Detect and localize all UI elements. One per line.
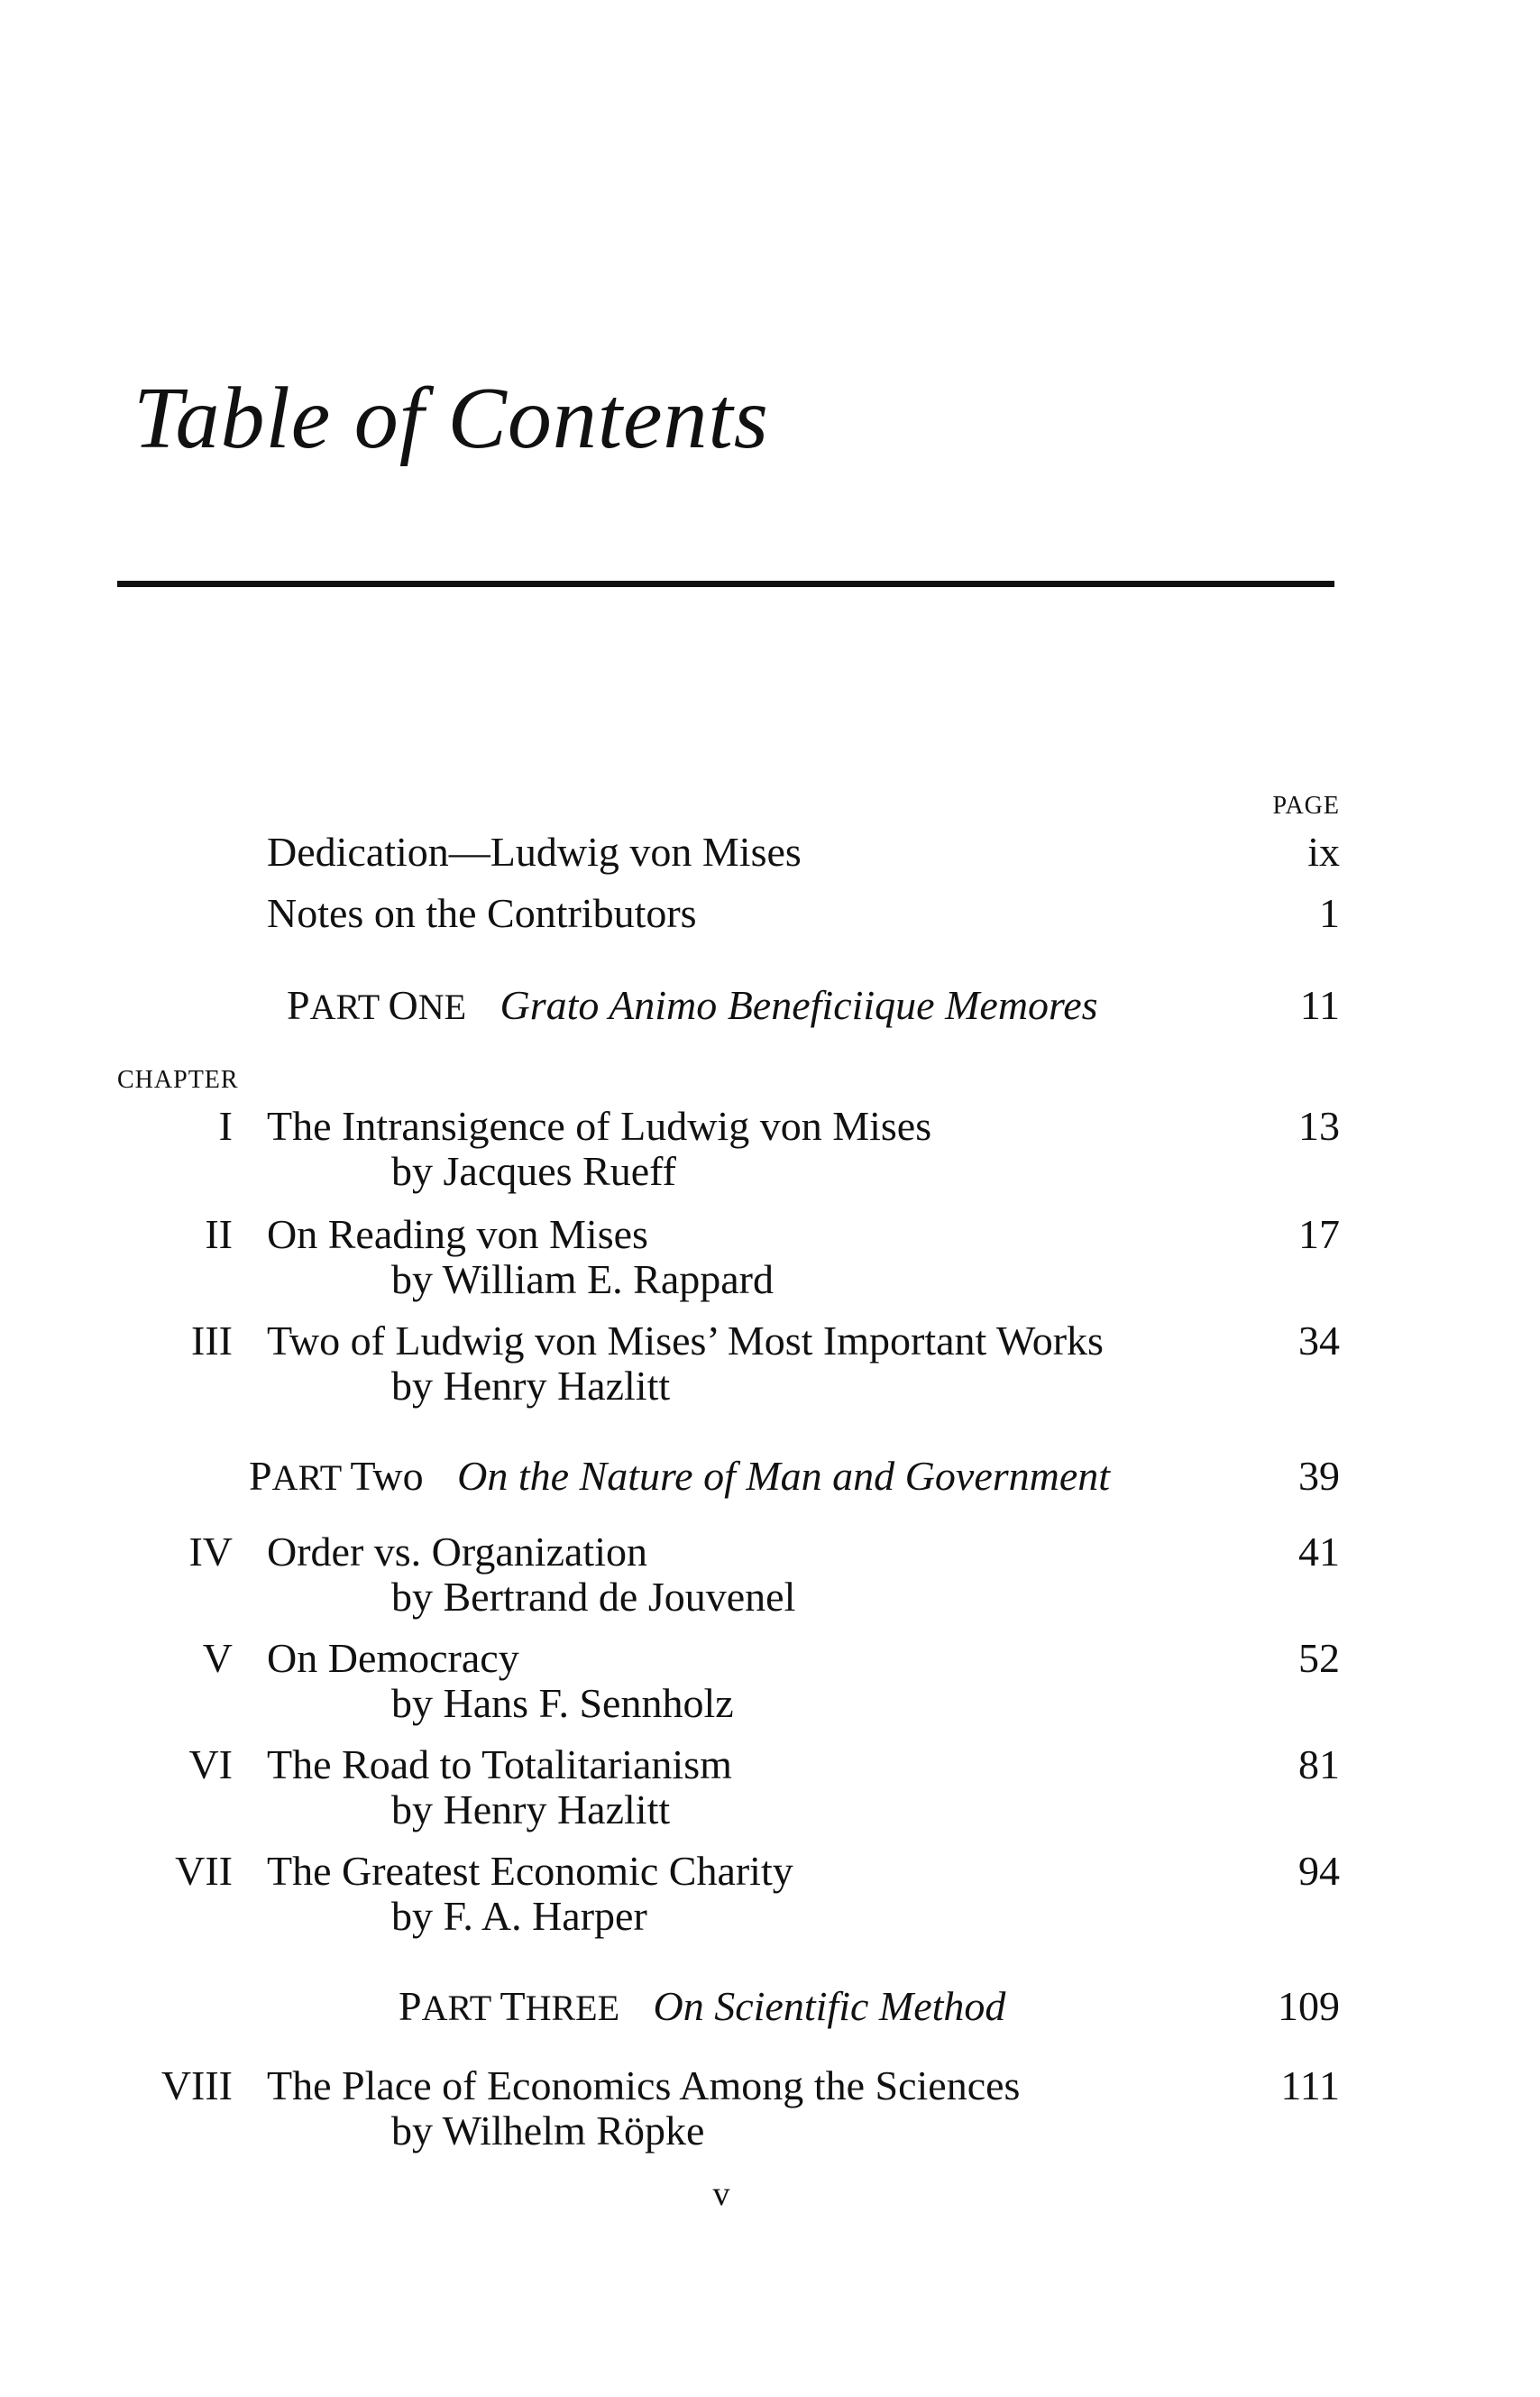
part-page-two: 39 [1298,1453,1340,1499]
toc-page-dedication: ix [1307,829,1340,875]
part-number-rest: HREE [525,1988,620,2028]
chapter-author: by F. A. Harper [391,1893,647,1939]
part-number-first: T [500,1983,526,2029]
chapter-page: 17 [1298,1211,1340,1257]
chapter-number: VII [175,1848,233,1894]
chapter-title: The Intransigence of Ludwig von Mises [267,1103,932,1149]
chapter-author: by Henry Hazlitt [391,1363,671,1409]
chapter-title: Two of Ludwig von Mises’ Most Important Works [267,1318,1104,1364]
page-folio: v [712,2175,730,2213]
page-column-label: PAGE [1272,792,1340,820]
part-heading-two [249,1453,1111,1499]
chapter-page: 13 [1298,1103,1340,1149]
chapter-title: The Greatest Economic Charity [267,1848,793,1894]
chapter-page: 81 [1298,1741,1340,1787]
chapter-author: by Jacques Rueff [391,1148,676,1194]
chapter-author: by Henry Hazlitt [391,1786,671,1832]
chapter-number: IV [188,1529,233,1575]
part-label-rest: ART [421,1988,500,2028]
page-title: Table of Contents [133,370,769,467]
part-subtitle: Grato Animo Beneficiique Memores [500,982,1098,1028]
part-heading-one [287,982,1098,1028]
chapter-number: VI [188,1741,233,1787]
part-number-first: O [388,982,418,1028]
chapter-title: On Reading von Mises [267,1211,648,1257]
chapter-page: 41 [1298,1529,1340,1575]
chapter-title: The Place of Economics Among the Sciences [267,2062,1021,2108]
chapter-number: II [205,1211,233,1257]
part-label-rest: ART [271,1457,351,1498]
chapter-title: On Democracy [267,1635,519,1681]
part-heading-three [399,1983,1006,2029]
toc-page-notes: 1 [1319,890,1340,936]
part-number-rest: NE [417,987,467,1027]
title-rule [117,581,1334,587]
part-page-three: 109 [1278,1983,1340,2029]
part-number-first: T [350,1453,373,1499]
part-subtitle: On Scientific Method [653,1983,1006,2029]
toc-entry-notes: Notes on the Contributors [267,890,697,936]
chapter-column-label: CHAPTER [117,1066,239,1094]
part-subtitle: On the Nature of Man and Government [457,1453,1111,1499]
chapter-number: III [191,1318,233,1364]
chapter-number: VIII [160,2062,233,2108]
chapter-title: The Road to Totalitarianism [267,1741,732,1787]
chapter-author: by Wilhelm Röpke [391,2108,705,2154]
part-page-one: 11 [1299,982,1340,1028]
chapter-author: by Bertrand de Jouvenel [391,1574,796,1620]
chapter-page: 52 [1298,1635,1340,1681]
chapter-number: I [218,1103,233,1149]
part-label: P [399,1983,422,2029]
part-number-rest: wo [372,1453,424,1499]
part-label-rest: ART [309,987,389,1027]
chapter-author: by William E. Rappard [391,1256,774,1302]
toc-entry-dedication: Dedication—Ludwig von Mises [267,829,802,875]
part-label: P [249,1453,272,1499]
chapter-page: 94 [1298,1848,1340,1894]
chapter-page: 34 [1298,1318,1340,1364]
chapter-author: by Hans F. Sennholz [391,1680,734,1726]
chapter-number: V [202,1635,233,1681]
chapter-title: Order vs. Organization [267,1529,647,1575]
part-label: P [287,982,310,1028]
chapter-page: 111 [1280,2062,1340,2108]
